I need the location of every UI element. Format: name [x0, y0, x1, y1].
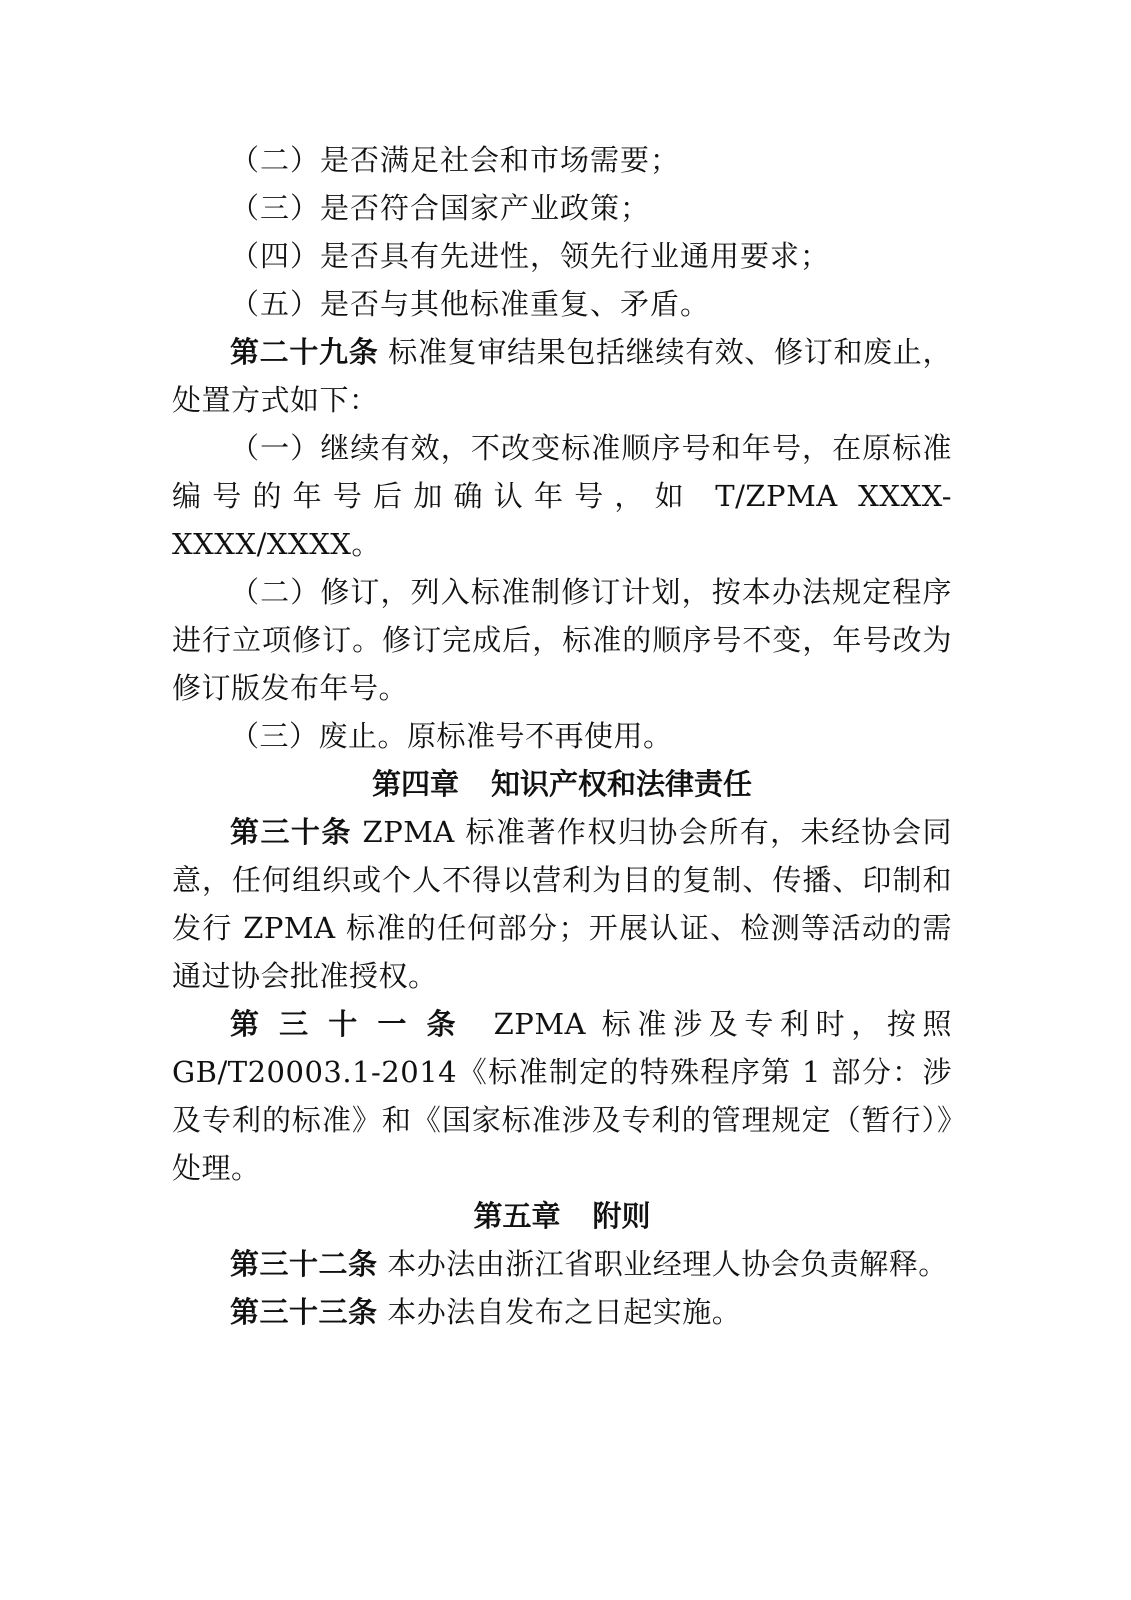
- list-item: （二）修订，列入标准制修订计划，按本办法规定程序进行立项修订。修订完成后，标准的顺序号不变，年号改为修订版发布年号。: [172, 575, 952, 705]
- article-32-label: 第三十二条: [230, 1247, 378, 1281]
- article-32-text: 本办法由浙江省职业经理人协会负责解释。: [387, 1247, 948, 1281]
- article-33-label: 第三十三条: [230, 1295, 378, 1329]
- article-31: [172, 1000, 952, 1192]
- chapter-4-title: 知识产权和法律责任: [491, 767, 753, 801]
- article-30: [172, 808, 952, 1000]
- article-33-text: 本办法自发布之日起实施。: [387, 1295, 742, 1329]
- chapter-5-heading: [172, 1192, 952, 1240]
- article-29: [172, 328, 952, 424]
- article-32: [172, 1240, 952, 1288]
- list-item: （三）是否符合国家产业政策；: [230, 191, 651, 225]
- list-item: （二）是否满足社会和市场需要；: [230, 143, 681, 177]
- chapter-5-number: 第五章: [473, 1199, 561, 1233]
- article-29-text: 标准复审结果包括继续有效、修订和废止，处置方式如下：: [172, 335, 952, 417]
- list-item: （四）是否具有先进性，领先行业通用要求；: [230, 239, 831, 273]
- chapter-4-heading: [172, 760, 952, 808]
- list-item: （三）废止。原标准号不再使用。: [230, 719, 673, 753]
- article-31-label: 第三十一条: [230, 1007, 476, 1041]
- chapter-4-number: 第四章: [371, 767, 459, 801]
- chapter-5-title: 附则: [592, 1199, 651, 1233]
- article-33: [172, 1288, 952, 1336]
- list-item: （五）是否与其他标准重复、矛盾。: [230, 287, 711, 321]
- document-page: [172, 136, 952, 1336]
- article-29-label: 第二十九条: [230, 335, 379, 369]
- article-30-label: 第三十条: [230, 815, 352, 849]
- article-30-text: ZPMA 标准著作权归协会所有，未经协会同意，任何组织或个人不得以营利为目的复制、传播、印制和发行 ZPMA 标准的任何部分；开展认证、检测等活动的需通过协会批准授权。: [172, 815, 952, 993]
- article-31-text: ZPMA 标准涉及专利时，按照 GB/T20003.1-2014《标准制定的特殊程序第 1 部分：涉及专利的标准》和《国家标准涉及专利的管理规定（暂行）》处理。: [172, 1007, 952, 1185]
- list-item: （一）继续有效，不改变标准顺序号和年号，在原标准编号的年号后加确认年号，如 T/ZPMA XXXX-XXXX/XXXX。: [172, 431, 952, 561]
